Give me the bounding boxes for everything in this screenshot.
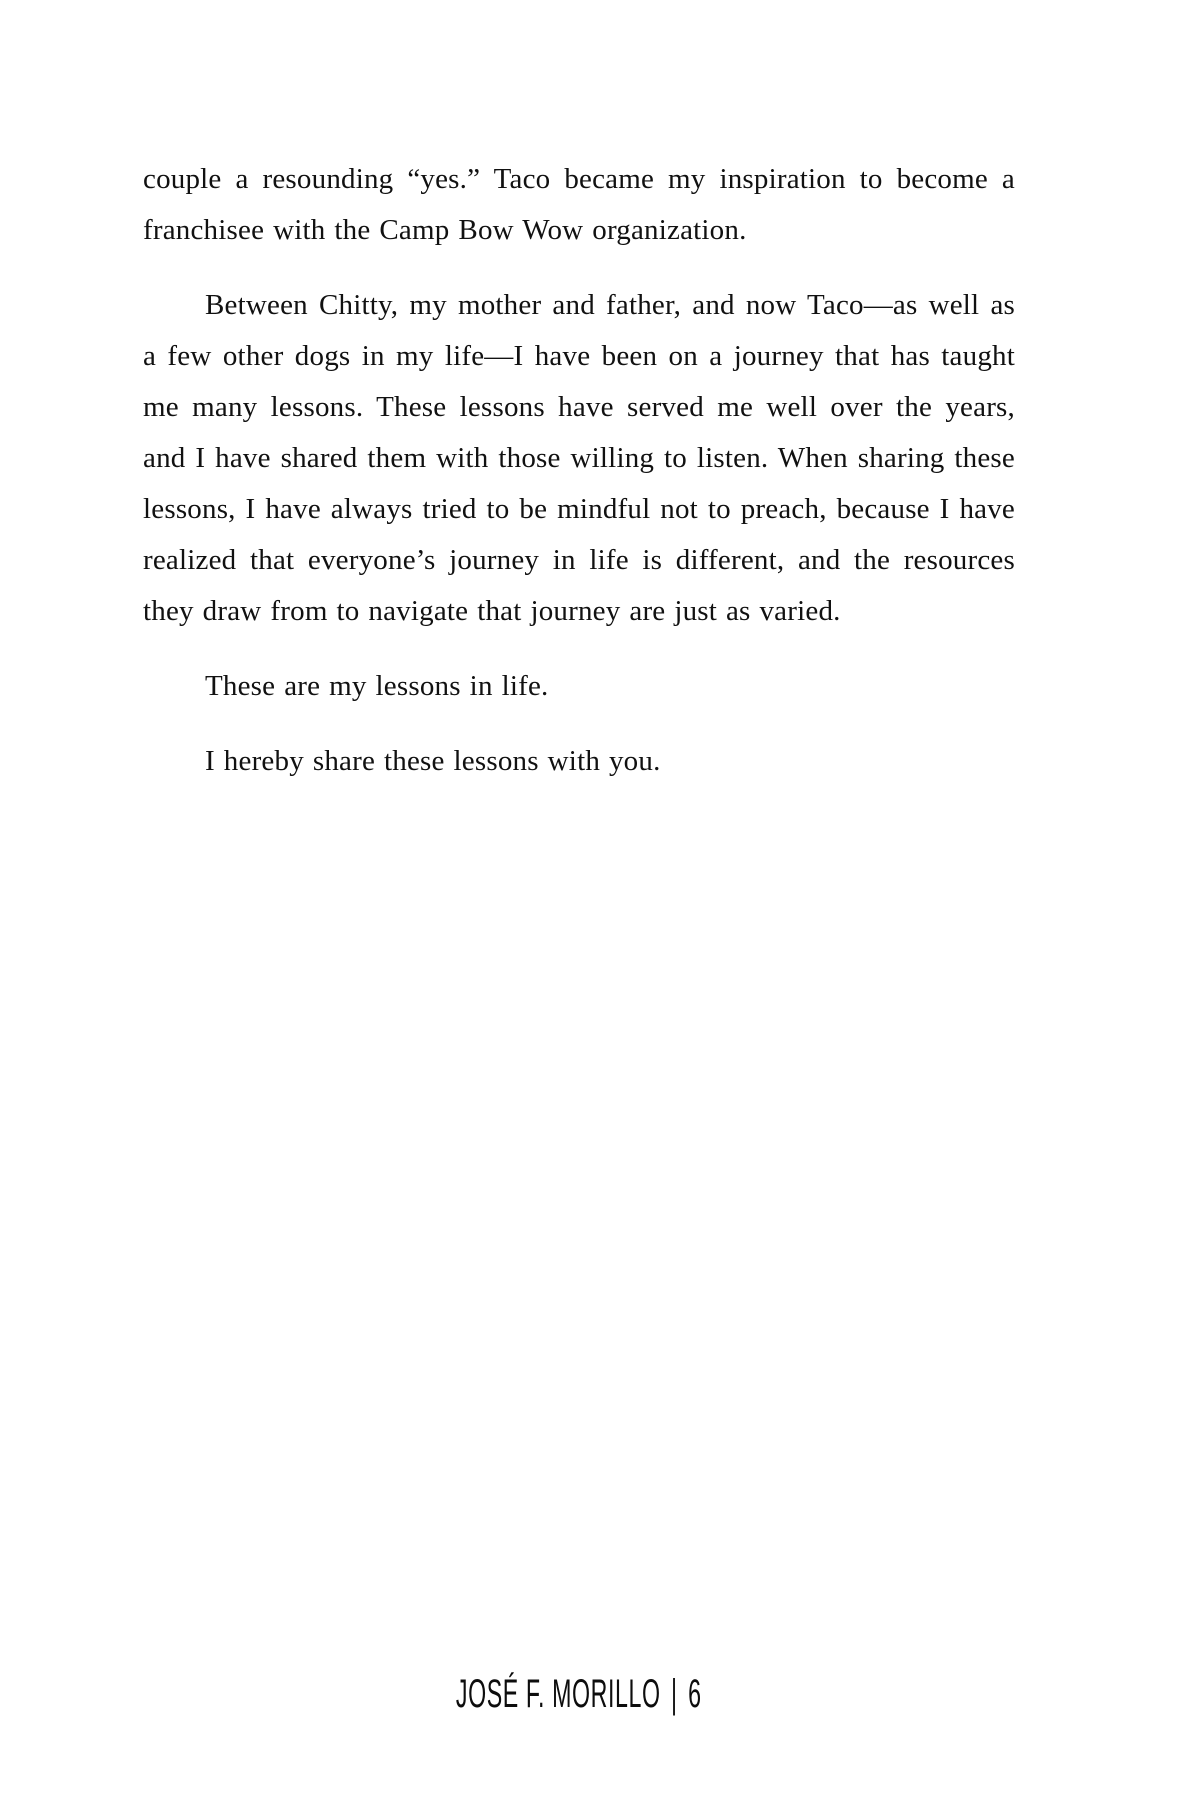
body-paragraph-share-lessons: I hereby share these lessons with you.	[205, 745, 661, 777]
body-paragraph-lessons-in-life: These are my lessons in life.	[205, 670, 549, 702]
body-paragraph-between-chitty: Between Chitty, my mother and father, and now Taco—as well as a few other dogs in my life—I have been on a journey that has taught me many lessons. These lessons have served me well over the years, and I have shared them with those willing to listen. When sharing these lessons, I have always tried to be mindful not to preach, because I have realized that everyone’s journey in life is different, and the resources they draw from to navigate that journey are just as varied.	[143, 289, 1015, 627]
body-text-block	[143, 154, 1015, 787]
footer-author: JOSÉ F. MORILLO	[456, 1672, 661, 1716]
body-paragraph-continuation: couple a resounding “yes.” Taco became my inspiration to become a franchisee with the Camp Bow Wow organization.	[143, 163, 1015, 246]
footer-page-number: 6	[688, 1672, 702, 1716]
footer-text	[456, 1672, 702, 1717]
footer-separator: |	[671, 1672, 678, 1716]
page-footer	[143, 1672, 1015, 1717]
